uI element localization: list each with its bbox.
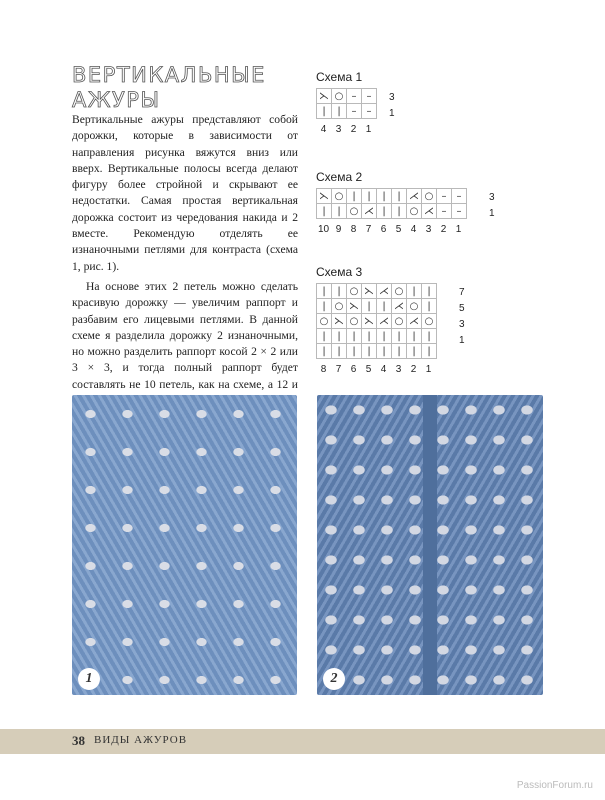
chart-symbol-cell: – — [437, 189, 452, 204]
row-number: 3 — [459, 319, 465, 330]
chart-symbol-cell: | — [392, 344, 407, 359]
chart-symbol-cell: | — [392, 189, 407, 204]
chart-symbol-cell: ○ — [347, 314, 362, 329]
column-number: 1 — [455, 224, 462, 235]
chart-symbol-cell: | — [317, 204, 332, 219]
chart-symbol-cell: | — [422, 344, 437, 359]
column-number: 2 — [350, 124, 357, 135]
chart-symbol-cell: | — [332, 284, 347, 299]
chart-symbol-cell: | — [332, 329, 347, 344]
column-number: 5 — [365, 364, 372, 375]
chart-symbol-cell: ⋌ — [377, 284, 392, 299]
column-number: 3 — [425, 224, 432, 235]
row-number: 3 — [389, 92, 395, 103]
chart-symbol-cell: – — [452, 189, 467, 204]
chart-symbol-cell: ○ — [332, 299, 347, 314]
chart-symbol-cell: | — [332, 104, 347, 119]
column-number: 4 — [410, 224, 417, 235]
chart-symbol-cell: ○ — [407, 204, 422, 219]
row-number: 5 — [459, 303, 465, 314]
chart-symbol-cell: ⋋ — [317, 89, 332, 104]
chart-symbol-cell: – — [362, 104, 377, 119]
chart-symbol-cell: ⋌ — [407, 189, 422, 204]
column-number: 1 — [425, 364, 432, 375]
knit-sample-photo-2 — [317, 395, 543, 695]
chart-symbol-cell: | — [407, 329, 422, 344]
chart-symbol-cell: ○ — [407, 299, 422, 314]
chart-symbol-cell: | — [347, 344, 362, 359]
column-number: 2 — [410, 364, 417, 375]
chart-symbol-cell: ○ — [317, 314, 332, 329]
chart-symbol-cell: – — [347, 104, 362, 119]
chart-symbol-cell: – — [362, 89, 377, 104]
scheme-title: Схема 2 — [316, 170, 363, 184]
chart-symbol-cell: | — [377, 329, 392, 344]
scheme-grid — [316, 188, 467, 219]
chart-symbol-cell: ⋌ — [392, 299, 407, 314]
chart-symbol-cell: | — [407, 284, 422, 299]
scheme-title: Схема 1 — [316, 70, 363, 84]
row-number: 3 — [489, 192, 495, 203]
photo-number-badge: 2 — [323, 668, 345, 690]
paragraph: На основе этих 2 петель можно сделать красивую дорожку — увеличим раппорт и разбавим его лицевыми петлями. В данной схеме я разделила дорожку 2 изнаночными, но можно разделить раппорт косой 2 × 2 или 3 × 3, и тогда полный раппорт будет составлять не 10 петель, как на схеме, а 12 и — [72, 279, 298, 391]
chart-symbol-cell: | — [377, 344, 392, 359]
chart-symbol-cell: | — [317, 284, 332, 299]
chart-symbol-cell: ⋌ — [422, 204, 437, 219]
chart-symbol-cell: ⋌ — [362, 204, 377, 219]
page-number: 38 — [72, 733, 85, 748]
row-number: 1 — [389, 108, 395, 119]
chart-symbol-cell: | — [407, 344, 422, 359]
chart-symbol-cell: | — [332, 344, 347, 359]
scheme-grid — [316, 283, 437, 359]
column-number: 5 — [395, 224, 402, 235]
chart-symbol-cell: | — [317, 104, 332, 119]
chart-symbol-cell: – — [347, 89, 362, 104]
column-number: 3 — [335, 124, 342, 135]
column-number: 6 — [380, 224, 387, 235]
title-line-1: ВЕРТИКАЛЬНЫЕ — [72, 63, 266, 87]
row-number: 7 — [459, 287, 465, 298]
column-number: 3 — [395, 364, 402, 375]
column-number: 2 — [440, 224, 447, 235]
chart-symbol-cell: ○ — [332, 189, 347, 204]
chart-symbol-cell: ⋋ — [347, 299, 362, 314]
chart-symbol-cell: | — [347, 329, 362, 344]
chart-symbol-cell: ⋋ — [332, 314, 347, 329]
scheme-1 — [316, 70, 395, 135]
scheme-3 — [316, 265, 465, 375]
chart-symbol-cell: ⋌ — [377, 314, 392, 329]
column-number: 9 — [335, 224, 342, 235]
chart-symbol-cell: ○ — [347, 284, 362, 299]
chart-symbol-cell: | — [422, 284, 437, 299]
page-title — [72, 63, 292, 113]
chart-symbol-cell: – — [437, 204, 452, 219]
chart-symbol-cell: | — [362, 329, 377, 344]
section-title: ВИДЫ АЖУРОВ — [94, 734, 188, 746]
chart-symbol-cell: | — [422, 299, 437, 314]
column-numbers — [316, 364, 437, 375]
chart-symbol-cell: | — [362, 299, 377, 314]
chart-symbol-cell: | — [392, 204, 407, 219]
knit-sample-photo-1 — [72, 395, 297, 695]
chart-symbol-cell: | — [377, 204, 392, 219]
column-number: 6 — [350, 364, 357, 375]
chart-symbol-cell: | — [422, 329, 437, 344]
chart-symbol-cell: ○ — [422, 314, 437, 329]
chart-symbol-cell: ○ — [392, 284, 407, 299]
chart-symbol-cell: | — [317, 299, 332, 314]
chart-symbol-cell: | — [362, 344, 377, 359]
scheme-2 — [316, 170, 495, 235]
column-number: 7 — [335, 364, 342, 375]
column-number: 7 — [365, 224, 372, 235]
chart-symbol-cell: ○ — [347, 204, 362, 219]
chart-symbol-cell: ⋋ — [362, 284, 377, 299]
column-numbers — [316, 124, 377, 135]
body-text — [72, 112, 298, 409]
watermark: PassionForum.ru — [516, 780, 593, 791]
chart-symbol-cell: ○ — [392, 314, 407, 329]
title-line-2: АЖУРЫ — [72, 88, 161, 112]
column-numbers — [316, 224, 467, 235]
chart-symbol-cell: | — [362, 189, 377, 204]
chart-symbol-cell: | — [317, 344, 332, 359]
column-number: 10 — [317, 224, 330, 235]
row-number: 1 — [489, 208, 495, 219]
chart-symbol-cell: | — [347, 189, 362, 204]
chart-symbol-cell: | — [377, 189, 392, 204]
column-number: 1 — [365, 124, 372, 135]
chart-symbol-cell: ○ — [422, 189, 437, 204]
scheme-grid — [316, 88, 377, 119]
column-number: 8 — [350, 224, 357, 235]
column-number: 8 — [320, 364, 327, 375]
row-number: 1 — [459, 335, 465, 346]
paragraph: Вертикальные ажуры представляют собой дорожки, которые в зависимости от направления рисунка вяжутся вниз или вверх. Вертикальные полосы всегда делают фигуру более стройной и скрывают ее недостатки. Самая простая вертикальная дорожка состоит из чередования накида и 2 вместе. Рекомендую отделять ее изнаночными петлями для контраста (схема 1, рис. 1). — [72, 113, 298, 273]
chart-symbol-cell: ⋋ — [317, 189, 332, 204]
page-footer — [0, 729, 605, 754]
photo-number-badge: 1 — [78, 668, 100, 690]
chart-symbol-cell: ⋌ — [407, 314, 422, 329]
chart-symbol-cell: – — [452, 204, 467, 219]
chart-symbol-cell: | — [377, 299, 392, 314]
column-number: 4 — [380, 364, 387, 375]
chart-symbol-cell: ○ — [332, 89, 347, 104]
chart-symbol-cell: | — [332, 204, 347, 219]
chart-symbol-cell: | — [317, 329, 332, 344]
scheme-title: Схема 3 — [316, 265, 363, 279]
chart-symbol-cell: ⋋ — [362, 314, 377, 329]
column-number: 4 — [320, 124, 327, 135]
chart-symbol-cell: | — [392, 329, 407, 344]
